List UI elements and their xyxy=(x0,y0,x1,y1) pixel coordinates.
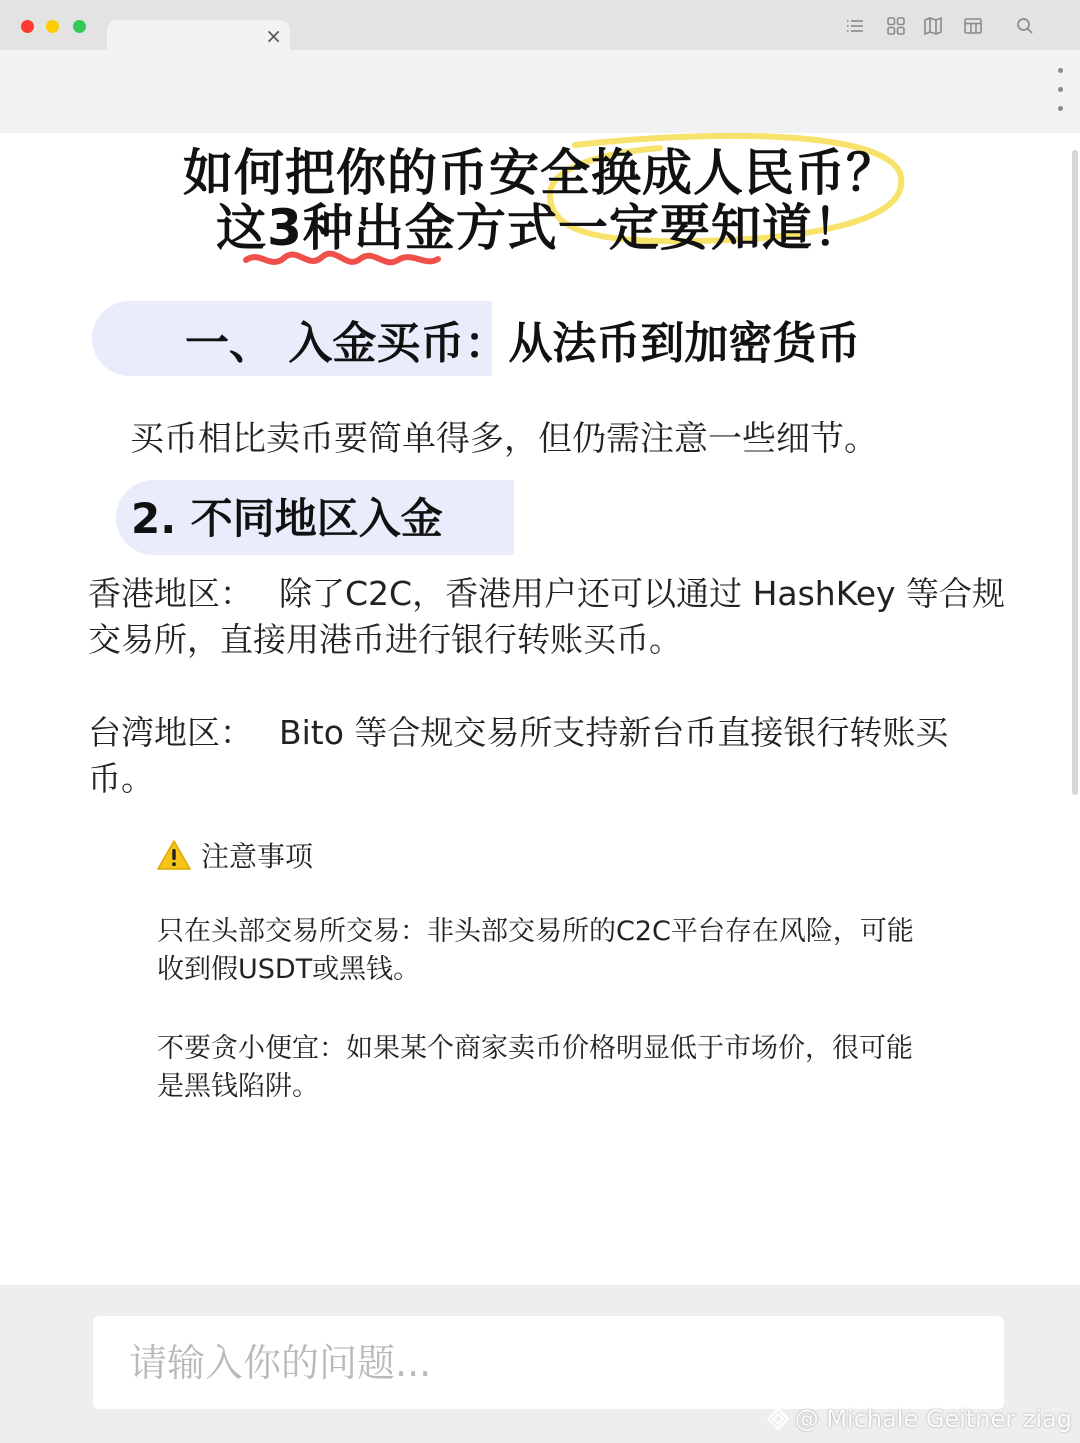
window-titlebar xyxy=(0,0,1080,50)
watermark xyxy=(765,1405,1072,1433)
minimize-window-button[interactable] xyxy=(46,20,59,33)
watermark-text: @ Michale Geitner ziag xyxy=(794,1405,1072,1433)
region-label: 香港地区： xyxy=(88,574,253,613)
page-title-line-2: 这3种出金方式一定要知道！ xyxy=(216,199,864,257)
notice-title: 注意事项 xyxy=(201,840,314,873)
list-icon[interactable] xyxy=(844,15,866,37)
warning-icon xyxy=(157,839,191,871)
notice-item: 只在头部交易所交易：非头部交易所的C2C平台存在风险，可能收到假USDT或黑钱。 xyxy=(157,916,914,985)
question-input[interactable] xyxy=(93,1316,1004,1409)
region-text: Bito 等合规交易所支持新台币直接银行转账买币。 xyxy=(88,713,949,798)
region-paragraph-taiwan xyxy=(88,710,1008,802)
intro-text: 买币相比卖币要简单得多，但仍需注意一些细节。 xyxy=(130,419,878,459)
table-icon[interactable] xyxy=(962,15,984,37)
article-content xyxy=(0,133,1080,1285)
browser-tab[interactable] xyxy=(107,20,290,52)
region-text: 除了C2C，香港用户还可以通过 HashKey 等合规交易所，直接用港币进行银行转账买币。 xyxy=(88,574,1006,659)
region-paragraph-hongkong xyxy=(88,571,1008,663)
page-title-line-1: 如何把你的币安全换成人民币？ xyxy=(183,144,897,202)
input-area xyxy=(0,1285,1080,1443)
search-icon[interactable] xyxy=(1014,15,1036,37)
kebab-menu-icon[interactable] xyxy=(1056,68,1064,114)
section-title: 一、 入金买币：从法币到加密货币 xyxy=(185,318,861,369)
region-label: 台湾地区： xyxy=(88,713,253,752)
map-icon[interactable] xyxy=(922,15,944,37)
toolbar xyxy=(840,15,1040,37)
notice-heading xyxy=(157,835,313,875)
zoom-window-button[interactable] xyxy=(73,20,86,33)
notice-item: 不要贪小便宜：如果某个商家卖币价格明显低于市场价，很可能是黑钱陷阱。 xyxy=(157,1033,913,1102)
watermark-logo-icon xyxy=(765,1406,791,1432)
close-window-button[interactable] xyxy=(21,20,34,33)
grid-icon[interactable] xyxy=(885,15,907,37)
toolbar-area xyxy=(0,50,1080,133)
content-scrollbar[interactable] xyxy=(1072,150,1078,795)
subsection-title: 2. 不同地区入金 xyxy=(131,494,443,543)
tab-close-icon[interactable]: × xyxy=(265,24,282,48)
